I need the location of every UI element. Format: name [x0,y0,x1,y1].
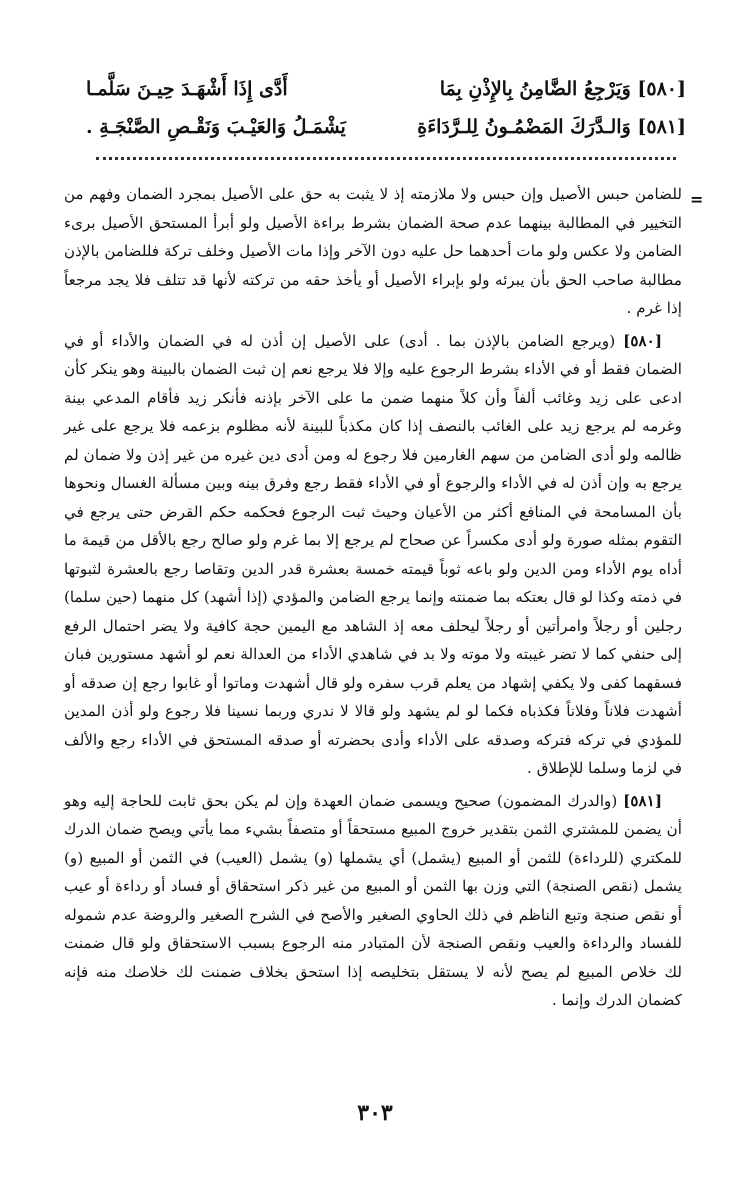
verse-581-first-text: وَالـدَّرَكَ المَضْمُـونُ لِلـرَّدَاءَةِ [417,116,631,138]
verse-580-second-hemistich: أَدَّى إِذَا أَشْهَـدَ حِيـنَ سَلَّمـا [86,78,288,100]
poem-verses [86,78,686,154]
paragraph-580 [64,327,682,783]
page-number: ٣٠٣ [357,1100,393,1126]
continuation-marker: = [690,190,704,209]
verse-580 [86,78,686,116]
verse-581-second-hemistich: يَشْمَـلُ وَالعَيْـبَ وَنَقْـصِ الصَّنْجَـةِ . [86,116,346,138]
commentary-text [64,180,682,1019]
dotted-separator [96,157,676,160]
paragraph-581-text: (والدرك المضمون) صحيح ويسمى ضمان العهدة وإن لم يكن بحق ثابت للحاجة إليه وهو أن يضمن للمشتري الثمن بتقدير خروج المبيع مستحقاً أو متصفاً بشيء مما يأتي ويصح ضمان الدرك للمكتري (للرداءة) للثمن أو المبيع (يشمل) أي يشملها (و) يشمل (العيب) في الثمن أو المبيع (و) يشمل (نقص الصنجة) التي وزن بها الثمن أو المبيع من غير ذكر استحقاق أو فساد أو رداءة أو عيب أو نقص صنجة وتبع الناظم في ذلك الحاوي الصغير والأصح في الشرح الصغير والروضة عدم شموله للفساد والرداءة والعيب ونقص الصنجة لأن المتبادر منه الرجوع بسبب الاستحقاق ولو قال ضمنت لك خلاص المبيع لم يصح لأنه لا يستقل بتخليصه إذا استحق بخلاف ضمنت لك خلاصك منه فإنه كضمان الدرك وإنما . [64,791,682,1009]
verse-581-first-hemistich [381,116,686,138]
verse-581-number: [٥٨١] [637,116,686,138]
verse-580-first-hemistich [381,78,686,100]
verse-580-first-text: وَيَرْجِعُ الضَّامِنُ بِالإِذْنِ بِمَا [439,78,631,100]
paragraph-581-number: [٥٨١] [623,791,663,810]
paragraph-581 [64,787,682,1015]
verse-580-number: [٥٨٠] [637,78,686,100]
paragraph-580-text: (ويرجع الضامن بالإذن بما . أدى) على الأصيل إن أذن له في الضمان والأداء أو في الضمان فقط أو في الأداء بشرط الرجوع عليه وإلا فلا يرجع نعم إن ثبت الضمان بالبينة وهو ينكر كأن ادعى على زيد وغائب ألفاً وأن كلاً منهما ضمن ما على الآخر بإذنه فأنكر زيد فأقام المدعي بينة وغرمه لم يرجع زيد على الغائب بالنصف إذا كان مكذباً للبينة لأنه مظلوم بزعمه فلا يرجع على غير ظالمه ولو أدى الضامن من سهم الغارمين فلا رجوع له ومن أدى دين غيره من غير إذن ولا ضمان لم يرجع به وإن أذن له في الأداء والرجوع أو في الأداء فقط رجع وفرق بينه وبين مسألة الغسال ونحوها بأن المسامحة في المنافع أكثر من الأعيان وحيث ثبت الرجوع فحكمه حكم القرض حتى يرجع في التقوم بمثله صورة ولو أدى مكسراً عن صحاح لم يرجع إلا بما غرم ولو صالح رجع بالأقل من قيمة ما أداه يوم الأداء ومن الدين ولو باعه ثوباً قيمته خمسة بعشرة قدر الدين وتقاصا رجع بالعشرة لثبوتها في ذمته وكذا لو قال بعتكه بما ضمنته وإنما يرجع الضامن والمؤدي (إذا أشهد) كل منهما (حين سلما) رجلين أو رجلاً وامرأتين أو رجلاً ليحلف معه إذ الشاهد مع اليمين حجة كافية ولا يضر احتمال الرفع إلى حنفي كما لا تضر غيبته ولا موته ولا بد في شاهدي الأداء من العدالة نعم لو أشهد مستورين فبان فسقهما كفى ولا يكفي إشهاد من يعلم قرب سفره ولو قال أشهدت وماتوا أو غابوا رجع إن صدقه أو أشهدت فلاناً وفلاناً فكذباه فكما لو لم يشهد ولو قالا لا ندري وربما نسينا فلا رجوع ولو أذن المدين للمؤدي في تركه فتركه وصدقه على الأداء وأدى بحضرته أو صدقه المستحق في الأداء رجع والألف في لزما وسلما للإطلاق . [64,331,682,777]
paragraph-continued [64,180,682,323]
paragraph-580-number: [٥٨٠] [623,331,663,350]
paragraph-0-text: للضامن حبس الأصيل وإن حبس ولا ملازمته إذ لا يثبت به حق على الأصيل بمجرد الضمان وفهم من التخيير في المطالبة بينهما عدم صحة الضمان بشرط براءة الأصيل ولو أبرأ المستحق الأصيل برىء الضامن ولا عكس ولو مات أحدهما حل عليه دون الآخر وإذا مات الأصيل وخلف تركة فللضامن بالإذن مطالبة صاحب الحق بأن يبرئه ولو بإبراء الأصيل أو يأخذ حقه من تركته لأنها قد تتلف فلا يجد مرجعاً إذا غرم . [64,185,682,317]
verse-581 [86,116,686,154]
